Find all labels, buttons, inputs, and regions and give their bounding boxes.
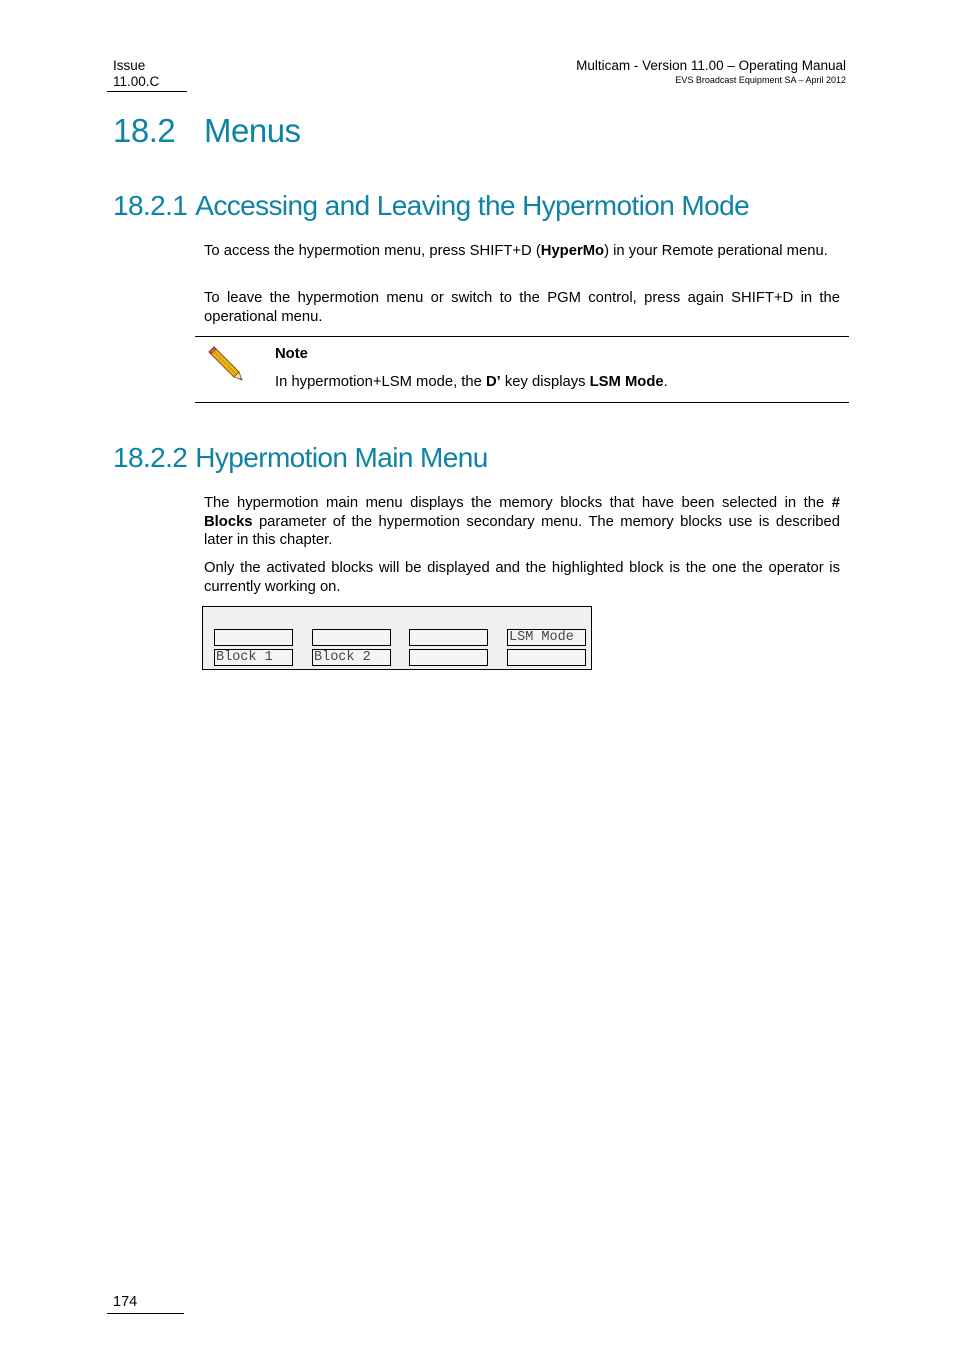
- lcd-top-cell-2: [312, 629, 391, 646]
- lcd-bottom-cell-1: Block 1: [214, 649, 293, 666]
- paragraph-main-menu: [204, 494, 840, 550]
- paragraph-access: [204, 242, 840, 261]
- lcd-top-cell-1: [214, 629, 293, 646]
- bold-text: # Blocks: [204, 495, 840, 530]
- text: parameter of the hypermotion secondary menu. The memory blocks use is described later in this chapter.: [204, 513, 840, 549]
- lcd-bottom-cell-4: [507, 649, 586, 666]
- lcd-top-cell-3: [409, 629, 488, 646]
- subsection-heading-1: [113, 190, 749, 222]
- text: key displays: [500, 374, 590, 390]
- text: To access the hypermotion menu, press SHIFT+D (: [204, 243, 541, 259]
- note-rule-bottom: [195, 402, 849, 403]
- bold-text: HyperMo: [540, 243, 605, 259]
- header-manual: [576, 58, 846, 86]
- manual-title: Multicam - Version 11.00 – Operating Manual: [576, 58, 846, 73]
- subsection-number: 18.2.1: [113, 190, 188, 221]
- note-rule-top: [195, 336, 849, 337]
- publisher: EVS Broadcast Equipment SA – April 2012: [675, 75, 846, 85]
- lcd-bottom-cell-3: [409, 649, 488, 666]
- subsection-title: Accessing and Leaving the Hypermotion Mode: [195, 190, 750, 221]
- header-issue: [113, 58, 159, 90]
- footer-rule: [107, 1313, 184, 1314]
- paragraph-activated-blocks: Only the activated blocks will be displayed and the highlighted block is the one the operator is currently working on.: [204, 560, 840, 595]
- subsection-title: Hypermotion Main Menu: [195, 442, 488, 473]
- bold-text: LSM Mode: [589, 374, 664, 390]
- issue-number: 11.00.C: [113, 74, 160, 89]
- header-rule: [107, 91, 187, 92]
- note-text: [275, 374, 668, 390]
- issue-label: Issue: [113, 58, 146, 73]
- pencil-icon: [205, 343, 243, 381]
- section-heading: [113, 112, 301, 150]
- lcd-menu-display: [202, 606, 592, 670]
- section-number: 18.2: [113, 112, 176, 149]
- bold-text: D’: [485, 374, 501, 390]
- lcd-bottom-cell-2: Block 2: [312, 649, 391, 666]
- paragraph-leave: To leave the hypermotion menu or switch to the PGM control, press again SHIFT+D in the operational menu.: [204, 290, 840, 325]
- text: The hypermotion main menu displays the memory blocks that have been selected in the: [204, 495, 832, 511]
- text: .: [663, 374, 668, 390]
- note-title: Note: [275, 346, 308, 362]
- text: In hypermotion+LSM mode, the: [275, 374, 486, 390]
- section-title: Menus: [204, 112, 301, 149]
- text: ) in your Remote perational menu.: [604, 243, 828, 259]
- lcd-top-cell-4: LSM Mode: [507, 629, 586, 646]
- subsection-number: 18.2.2: [113, 442, 188, 473]
- page-number: 174: [113, 1294, 138, 1310]
- subsection-heading-2: [113, 442, 488, 474]
